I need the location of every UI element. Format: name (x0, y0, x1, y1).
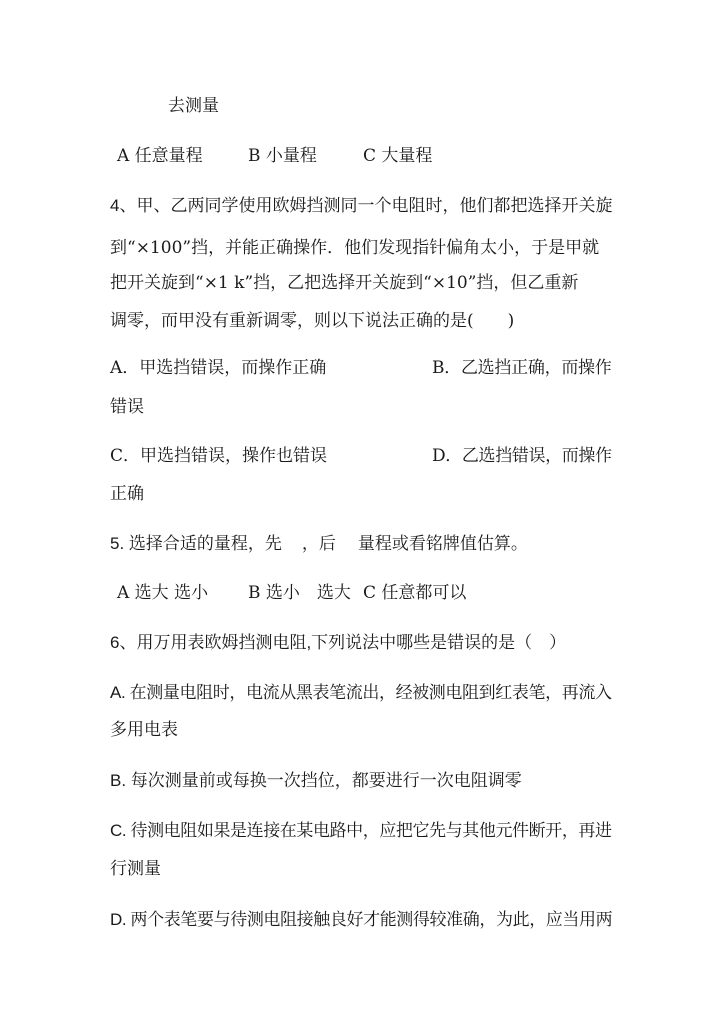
q4-option-c: C．甲选挡错误，操作也错误 (110, 446, 328, 466)
q6-option-a-line-1: A. 在测量电阻时，电流从黑表笔流出，经被测电阻到红表笔，再流入 (110, 683, 612, 702)
q6-option-a-line-2: 多用电表 (110, 720, 178, 739)
q6-option-c-line-1: C. 待测电阻如果是连接在某电路中，应把它先与其他元件断开，再进 (110, 821, 612, 840)
q3-option-a: A 任意量程 (117, 146, 203, 166)
q6-option-b: B. 每次测量前或每换一次挡位，都要进行一次电阻调零 (110, 771, 522, 790)
q4-option-d-continued: 正确 (110, 484, 144, 504)
q5-stem-part-3: 量程或看铭牌值估算。 (357, 534, 528, 553)
q3-option-c: C 大量程 (363, 146, 433, 166)
q5-stem-part-2: ，后 (301, 534, 336, 553)
q4-stem-line-4: 调零，而甲没有重新调零，则以下说法正确的是( ) (110, 311, 515, 331)
q6-option-c-line-2: 行测量 (110, 859, 161, 878)
q4-option-d: D．乙选挡错误，而操作 (432, 446, 612, 466)
q3-option-b: B 小量程 (248, 146, 317, 166)
q6-option-d-line-1: D. 两个表笔要与待测电阻接触良好才能测得较准确，为此，应当用两 (110, 910, 613, 929)
q5-stem-part-1: 5. 选择合适的量程，先 (110, 534, 282, 553)
q5-option-c: C 任意都可以 (363, 583, 467, 603)
q5-option-b: B 选小 选大 (248, 583, 351, 603)
q4-option-b: B．乙选挡正确，而操作 (432, 358, 612, 378)
q4-stem-line-3: 把开关旋到“×1 k”挡，乙把选择开关旋到“×10”挡，但乙重新 (110, 273, 579, 293)
q4-stem-line-1: 4、甲、乙两同学使用欧姆挡测同一个电阻时，他们都把选择开关旋 (110, 196, 613, 215)
q4-stem-line-2: 到“×100”挡，并能正确操作．他们发现指针偏角太小，于是甲就 (110, 238, 600, 258)
q6-stem: 6、用万用表欧姆挡测电阻,下列说法中哪些是错误的是（ ） (110, 633, 567, 652)
q5-option-a: A 选大 选小 (117, 583, 209, 603)
q4-option-b-continued: 错误 (110, 397, 144, 417)
q4-option-a: A．甲选挡错误，而操作正确 (110, 358, 327, 378)
q5-stem (110, 535, 528, 552)
question-fragment: 去测量 (168, 96, 219, 116)
